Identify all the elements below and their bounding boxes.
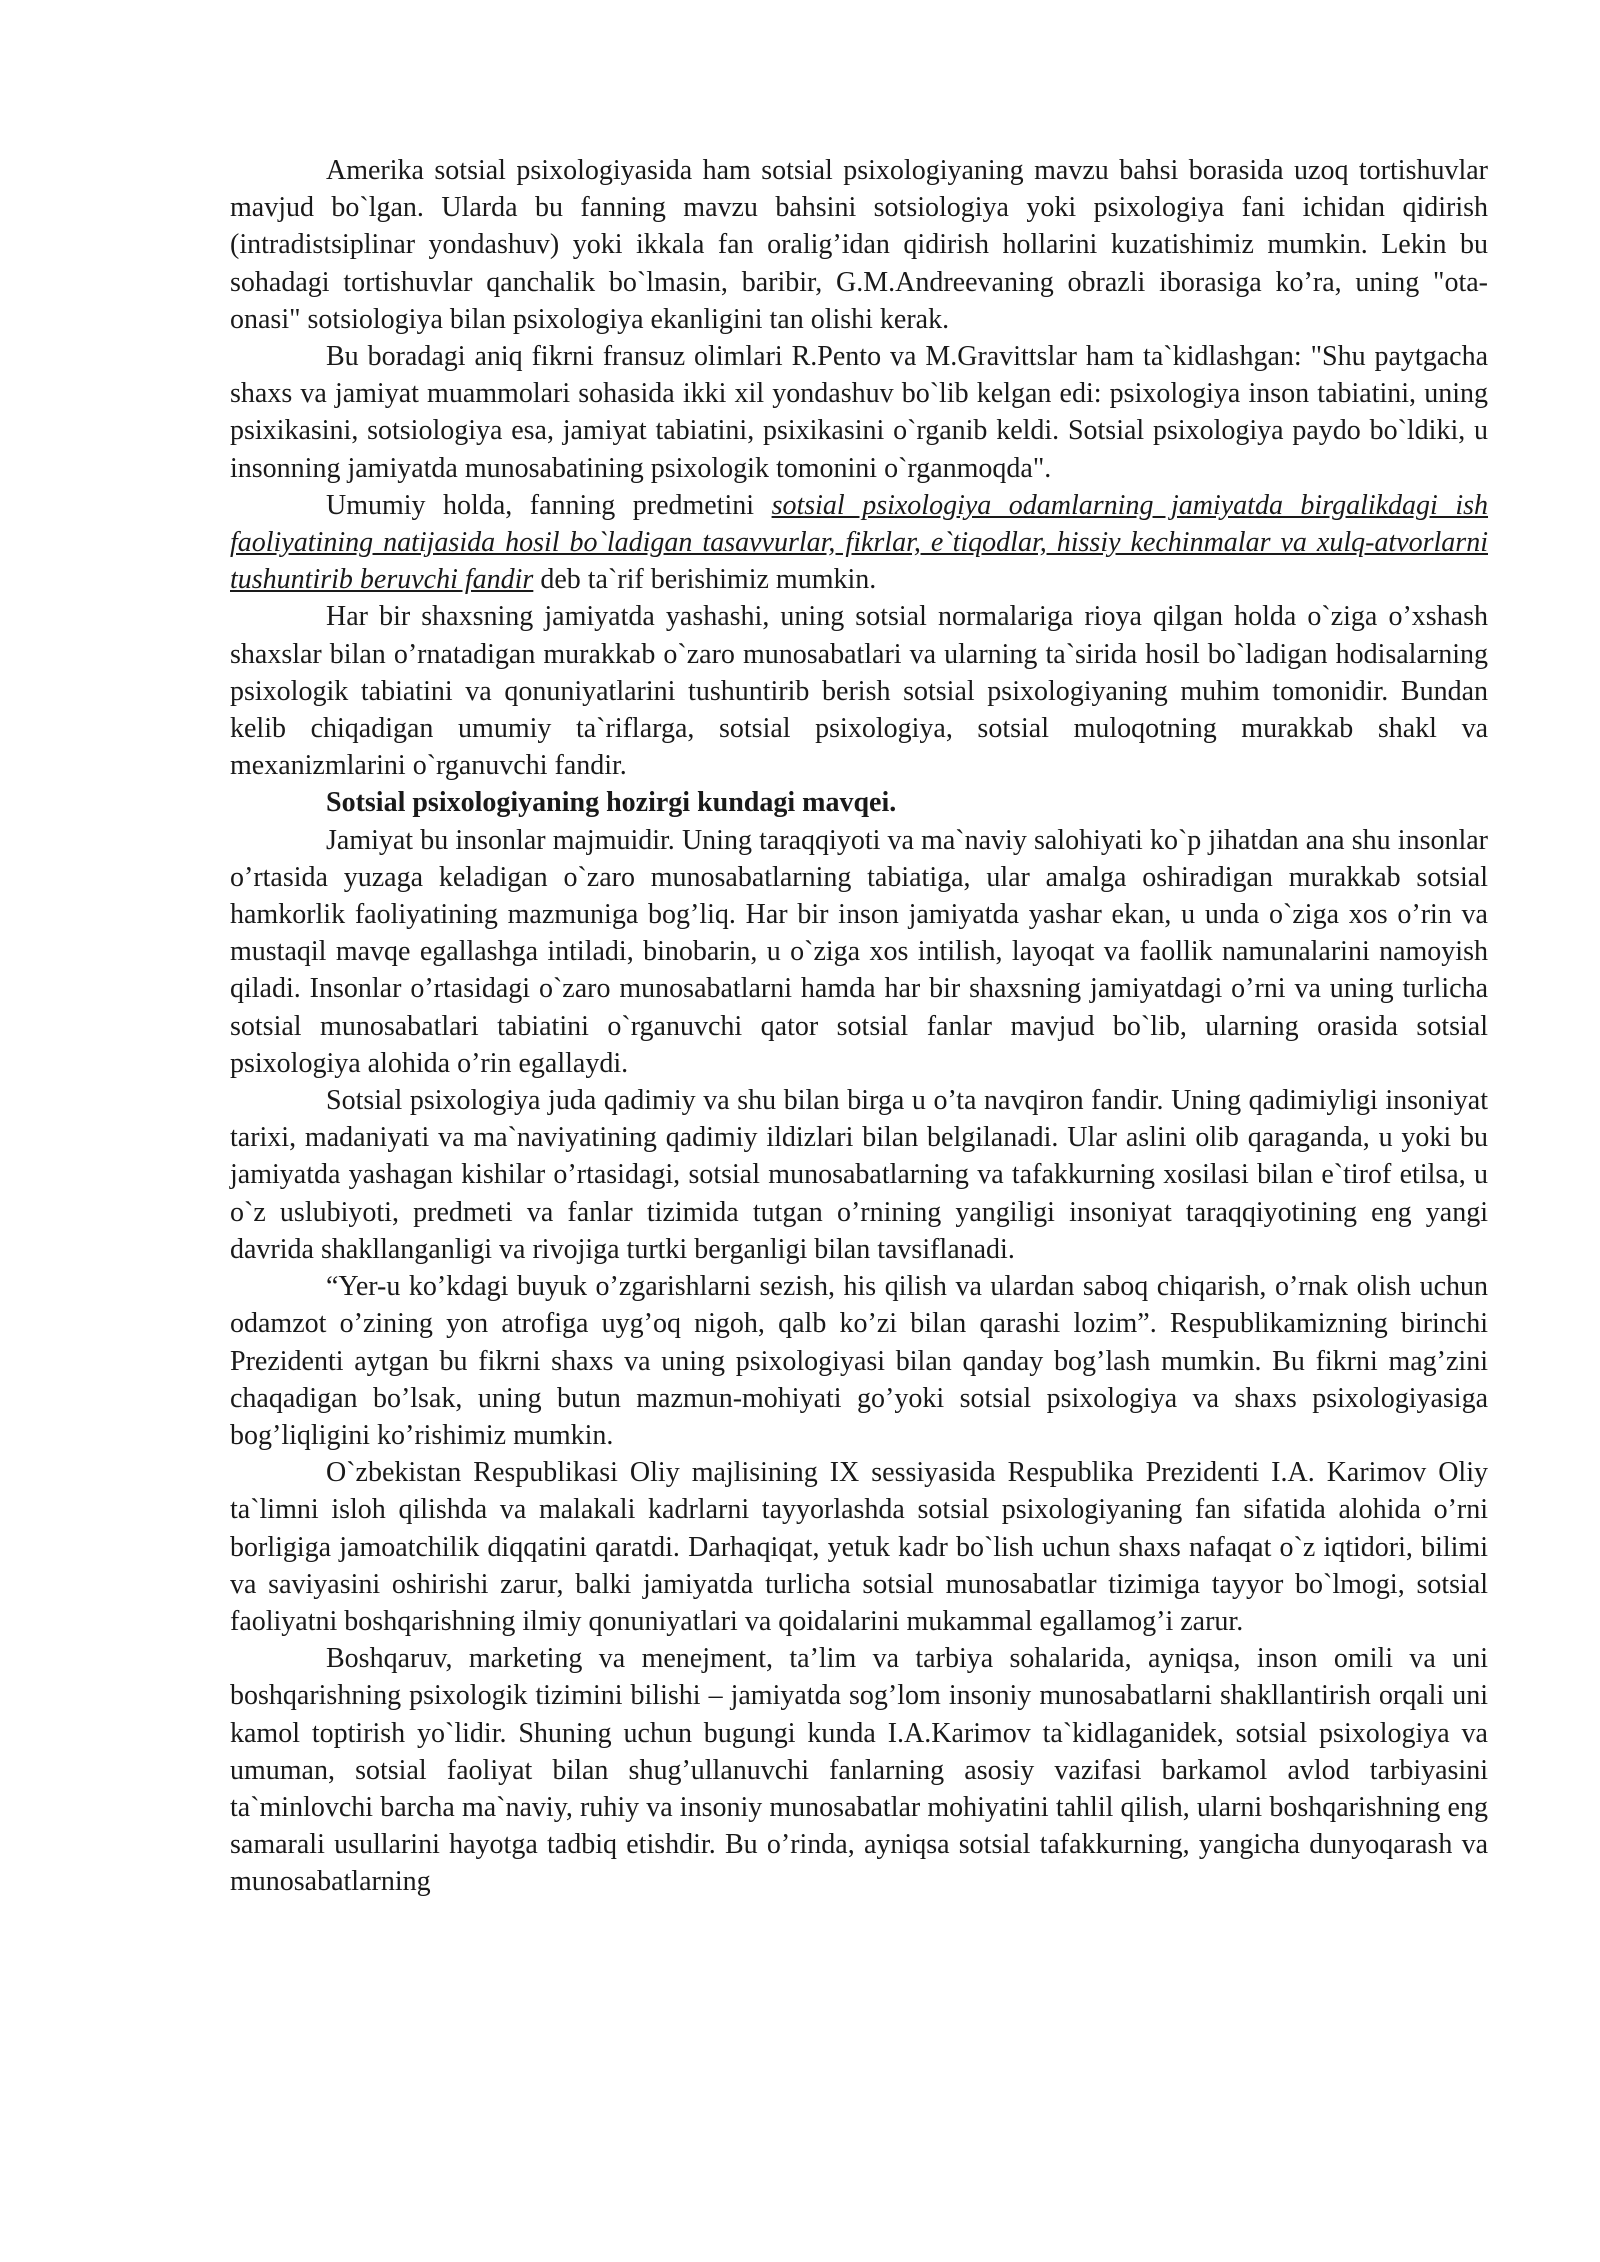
paragraph-9: Boshqaruv, marketing va menejment, ta’lim va tarbiya sohalarida, ayniqsa, inson omili va uni boshqarishning psixologik tizimini bilishi – jamiyatda sog’lom insoniy munosabatlarni shakllantirish orqali uni kamol toptirish yo`lidir. Shuning uchun bugungi kunda I.A.Karimov ta`kidlaganidek, sotsial psixologiya va umuman, sotsial faoliyat bilan shug’ullanuvchi fanlarning asosiy vazifasi barkamol avlod tarbiyasini ta`minlovchi barcha ma`naviy, ruhiy va insoniy munosabatlar mohiyatini tahlil qilish, ularni boshqarishning eng samarali usullarini hayotga tadbiq etishdir. Bu o’rinda, ayniqsa sotsial tafakkurning, yangicha dunyoqarash va munosabatlarning [230,1643,1488,1898]
paragraph-7: “Yer-u ko’kdagi buyuk o’zgarishlarni sezish, his qilish va ulardan saboq chiqarish, o’rnak olish uchun odamzot o’zining yon atrofiga uyg’oq nigoh, qalb ko’zi bilan qarashi lozim”. Respublikamizning birinchi Prezidenti aytgan bu fikrni shaxs va uning psixologiyasi bilan qanday bog’lash mumkin. Bu fikrni mag’zini chaqadigan bo’lsak, uning butun mazmun-mohiyati go’yoki sotsial psixologiya va shaxs psixologiyasiga bog’liqligini ko’rishimiz mumkin. [230,1271,1488,1451]
paragraph-3-outro: deb ta`rif berishimiz mumkin. [533,564,877,596]
paragraph-3-intro: Umumiy holda, fanning predmetini [326,489,772,521]
paragraph-6: Sotsial psixologiya juda qadimiy va shu bilan birga u o’ta navqiron fandir. Uning qadimiyligi insoniyat tarixi, madaniyati va ma`naviyatining qadimiy ildizlari bilan belgilanadi. Ular aslini olib qaraganda, u yoki bu jamiyatda yashagan kishilar o’rtasidagi, sotsial munosabatlarning va tafakkurning xosilasi bilan e`tirof etilsa, u o`z uslubiyoti, predmeti va fanlar tizimida tutgan o’rnining yangiligi insoniyat taraqqiyotining eng yangi davrida shakllanganligi va rivojiga turtki berganligi bilan tavsiflanadi. [230,1085,1488,1265]
paragraph-2: Bu boradagi aniq fikrni fransuz olimlari R.Pento va M.Gravittslar ham ta`kidlashgan: "Shu paytgacha shaxs va jamiyat muammolari sohasida ikki xil yondashuv bo`lib kelgan edi: psixologiya inson tabiatini, uning psixikasini, sotsiologiya esa, jamiyat tabiatini, psixikasini o`rganib keldi. Sotsial psixologiya paydo bo`ldiki, u insonning jamiyatda munosabatining psixologik tomonini o`rganmoqda". [230,341,1488,484]
document-page [230,152,1488,1901]
paragraph-3 [230,487,1488,599]
paragraph-4: Har bir shaxsning jamiyatda yashashi, uning sotsial normalariga rioya qilgan holda o`ziga o’xshash shaxslar bilan o’rnatadigan murakkab o`zaro munosabatlari va ularning ta`sirida hosil bo`ladigan hodisalarning psixologik tabiatini va qonuniyatlarini tushuntirib berish sotsial psixologiyaning muhim tomonidir. Bundan kelib chiqadigan umumiy ta`riflarga, sotsial psixologiya, sotsial muloqotning murakkab shakl va mexanizmlarini o`rganuvchi fandir. [230,601,1488,782]
paragraph-5: Jamiyat bu insonlar majmuidir. Uning taraqqiyoti va ma`naviy salohiyati ko`p jihatdan ana shu insonlar o’rtasida yuzaga keladigan o`zaro munosabatlarning tabiatiga, ular amalga oshiradigan murakkab sotsial hamkorlik faoliyatining mazmuniga bog’liq. Har bir inson jamiyatda yashar ekan, u unda o`ziga xos o’rin va mustaqil mavqe egallashga intiladi, binobarin, u o`ziga xos intilish, layoqat va faollik namunalarini namoyish qiladi. Insonlar o’rtasidagi o`zaro munosabatlarni hamda har bir shaxsning jamiyatdagi o’rni va uning turlicha sotsial munosabatlari tabiatini o`rganuvchi qator sotsial fanlar mavjud bo`lib, ularning orasida sotsial psixologiya alohida o’rin egallaydi. [230,824,1488,1079]
subject-definition: sotsial psixologiya odamlarning jamiyatda birgalikdagi ish faoliyatining natijasida hosil bo`ladigan tasavvurlar, fikrlar, e`tiqodlar, hissiy kechinmalar va xulq-atvorlarni tushuntirib beruvchi fandir [230,489,1489,596]
paragraph-1: Amerika sotsial psixologiyasida ham sotsial psixologiyaning mavzu bahsi borasida uzoq tortishuvlar mavjud bo`lgan. Ularda bu fanning mavzu bahsini sotsiologiya yoki psixologiya fani ichidan qidirish (intradistsiplinar yondashuv) yoki ikkala fan oralig’idan qidirish hollarini kuzatishimiz mumkin. Lekin bu sohadagi tortishuvlar qanchalik bo`lmasin, baribir, G.M.Andreevaning obrazli iborasiga ko’ra, uning "ota-onasi" sotsiologiya bilan psixologiya ekanligini tan olishi kerak. [230,155,1488,335]
paragraph-8: O`zbekistan Respublikasi Oliy majlisining IX sessiyasida Respublika Prezidenti I.A. Karimov Oliy ta`limni isloh qilishda va malakali kadrlarni tayyorlashda sotsial psixologiyaning fan sifatida alohida o’rni borligiga jamoatchilik diqqatini qaratdi. Darhaqiqat, yetuk kadr bo`lish uchun shaxs nafaqat o`z iqtidori, bilimi va saviyasini oshirishi zarur, balki jamiyatda turlicha sotsial munosabatlar tizimiga tayyor bo`lmogi, sotsial faoliyatni boshqarishning ilmiy qonuniyatlari va qoidalarini mukammal egallamog’i zarur. [230,1457,1488,1637]
section-heading: Sotsial psixologiyaning hozirgi kundagi mavqei. [326,787,897,819]
